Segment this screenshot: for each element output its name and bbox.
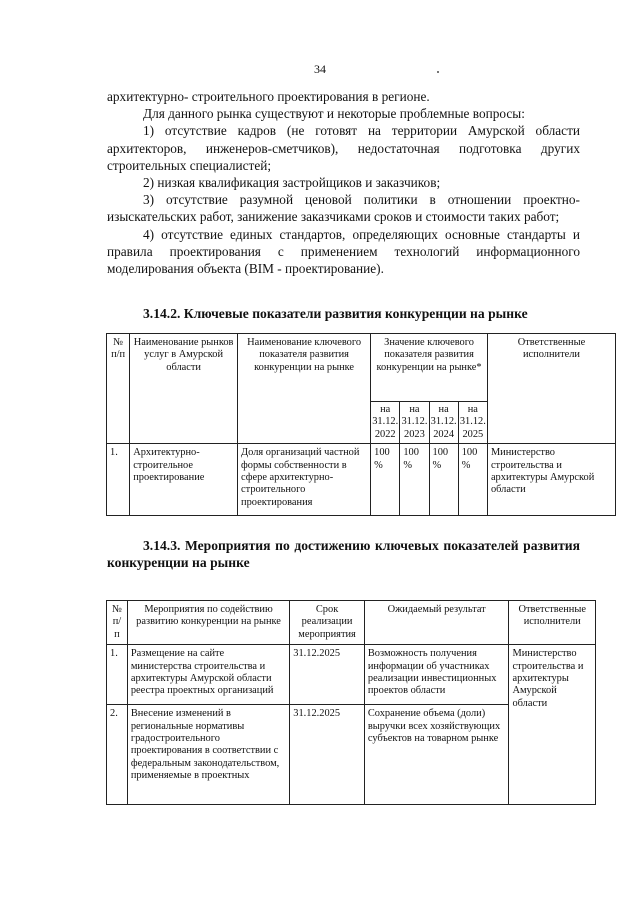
measure-1-num: 1.	[107, 645, 128, 705]
row-indicator: Доля организаций частной формы собственности в сфере архитектурно-строительного проектирования	[238, 444, 371, 516]
value-2024: 100 %	[429, 444, 458, 516]
scan-dot	[437, 71, 439, 73]
intro-item-3: 3) отсутствие разумной ценовой политики в отношении проектно-изыскательских работ, занижение заказчиками сроков и стоимости таких работ;	[107, 192, 580, 225]
value-2025: 100 %	[458, 444, 487, 516]
col-header-responsible: Ответственные исполнители	[487, 334, 615, 444]
value-2023: 100 %	[400, 444, 429, 516]
col-header-measure: Мероприятия по содействию развитию конкуренции на рынке	[127, 601, 289, 645]
col-header-responsible-2: Ответственные исполнители	[509, 601, 596, 645]
measure-2-result: Сохранение объема (доли) выручки всех хозяйствующих субъектов на товарном рынке	[364, 705, 509, 805]
section-heading-measures: 3.14.3. Мероприятия по достижению ключевых показателей развития конкуренции на рынке	[107, 538, 580, 570]
measures-table	[106, 600, 596, 805]
measure-1-text: Размещение на сайте министерства строительства и архитектуры Амурской области реестра проектных организаций	[127, 645, 289, 705]
row-num: 1.	[107, 444, 130, 516]
measure-2-text: Внесение изменений в региональные нормативы градостроительного проектирования в соответствии с федеральным законодательством, применяемые в проектных	[127, 705, 289, 805]
col-header-result: Ожидаемый результат	[364, 601, 509, 645]
measure-2-num: 2.	[107, 705, 128, 805]
intro-text	[107, 88, 580, 277]
col-header-indicator: Наименование ключевого показателя развития конкуренции на рынке	[238, 334, 371, 444]
intro-item-2: 2) низкая квалификация застройщиков и заказчиков;	[143, 175, 441, 191]
col-header-num: № п/п	[107, 334, 130, 444]
measure-1-result: Возможность получения информации об участниках реализации инвестиционных проектов области	[364, 645, 509, 705]
intro-item-1: 1) отсутствие кадров (не готовят на территории Амурской области архитекторов, инженеров-сметчиков), недостаточная подготовка других строительных специалистей;	[107, 123, 580, 173]
measure-2-term: 31.12.2025	[290, 705, 365, 805]
intro-line-1: Для данного рынка существуют и некоторые проблемные вопросы:	[143, 106, 525, 122]
value-2022: 100 %	[371, 444, 400, 516]
measure-1-term: 31.12.2025	[290, 645, 365, 705]
col-header-num-2: № п/п	[107, 601, 128, 645]
section-heading-indicators: 3.14.2. Ключевые показатели развития конкуренции на рынке	[143, 306, 528, 321]
intro-item-4: 4) отсутствие единых стандартов, определяющих основные стандарты и правила проектирования с применением технологий информационного моделирования объекта (BIM - проектирование).	[107, 226, 580, 277]
col-header-market: Наименование рынков услуг в Амурской области	[130, 334, 238, 444]
year-header-2023: на 31.12. 2023	[400, 402, 429, 444]
year-header-2024: на 31.12. 2024	[429, 402, 458, 444]
page-number: 34	[314, 62, 326, 76]
year-header-2022: на 31.12. 2022	[371, 402, 400, 444]
row-responsible: Министерство строительства и архитектуры Амурской области	[487, 444, 615, 516]
indicators-table	[106, 333, 616, 516]
col-header-term: Срок реализации мероприятия	[290, 601, 365, 645]
year-header-2025: на 31.12. 2025	[458, 402, 487, 444]
row-market: Архитектурно-строительное проектирование	[130, 444, 238, 516]
col-header-value: Значение ключевого показателя развития конкуренции на рынке*	[371, 334, 488, 402]
measures-responsible: Министерство строительства и архитектуры Амурской области	[509, 645, 596, 805]
intro-line-0: архитектурно- строительного проектирования в регионе.	[107, 89, 430, 104]
